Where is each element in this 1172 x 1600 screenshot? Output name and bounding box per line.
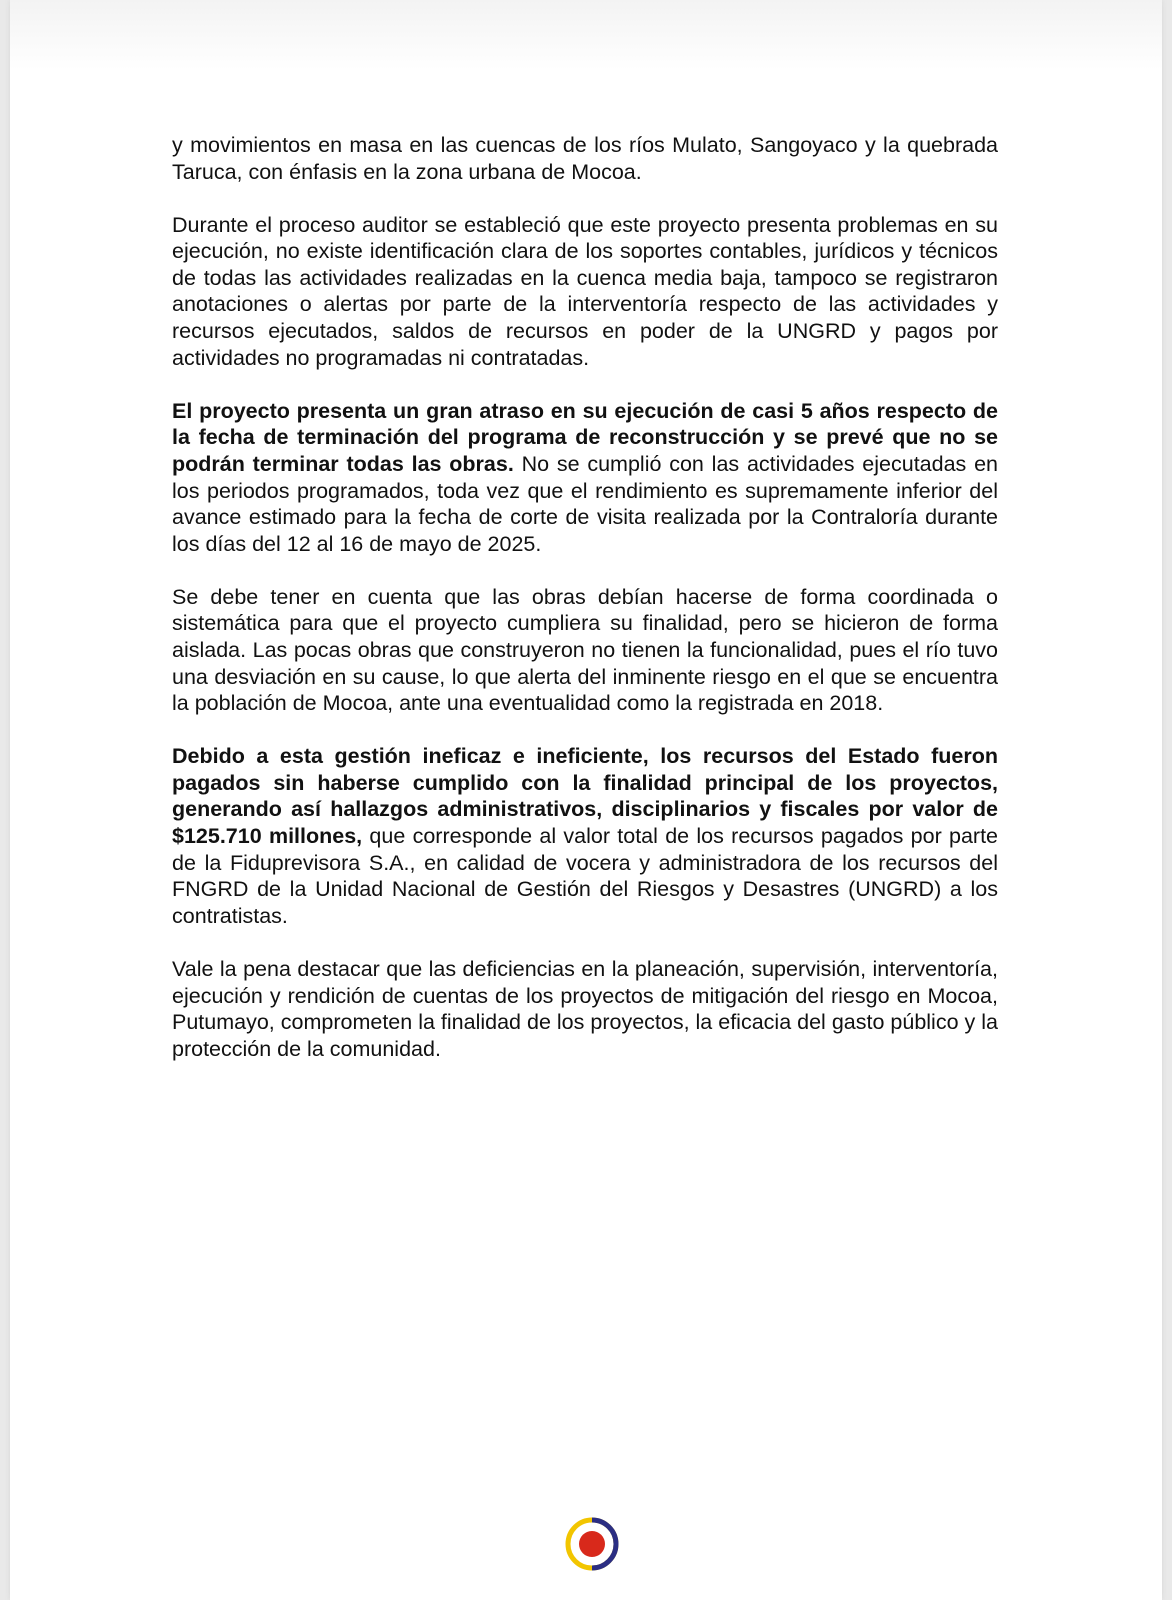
document-page: [10, 0, 1162, 1600]
paragraph-3: [172, 398, 998, 558]
paragraph-6-text: Vale la pena destacar que las deficiencias en la planeación, supervisión, interventoría, ejecución y rendición de cuentas de los proyectos de mitigación del riesgo en Mocoa, Putumayo, comprometen la finalidad de los proyectos, la eficacia del gasto público y la protección de la comunidad.: [172, 956, 998, 1061]
paragraph-5-text: que corresponde al valor total de los recursos pagados por parte de la Fiduprevisora S.A., en calidad de vocera y administradora de los recursos del FNGRD de la Unidad Nacional de Gestión del Riesgos y Desastres (UNGRD) a los contratistas.: [172, 824, 999, 928]
paragraph-2: [172, 212, 998, 372]
paragraph-1: [172, 132, 998, 185]
paragraph-2-text: Durante el proceso auditor se estableció que este proyecto presenta problemas en su ejecución, no existe identificación clara de los soportes contables, jurídicos y técnicos de todas las actividades realizadas en la cuenca media baja, tampoco se registraron anotaciones o alertas por parte de la interventoría respecto de las actividades y recursos ejecutados, saldos de recursos en poder de la UNGRD y pagos por actividades no programadas ni contratadas.: [172, 212, 998, 370]
paragraph-4: [172, 584, 998, 717]
paragraph-4-text: Se debe tener en cuenta que las obras debían hacerse de forma coordinada o sistemática para que el proyecto cumpliera su finalidad, pero se hicieron de forma aislada. Las pocas obras que construyeron no tienen la funcionalidad, pues el río tuvo una desviación en su cause, lo que alerta del inminente riesgo en el que se encuentra la población de Mocoa, ante una eventualidad como la registrada en 2018.: [172, 584, 998, 716]
paragraph-1-text: y movimientos en masa en las cuencas de los ríos Mulato, Sangoyaco y la quebrada Taruca, con énfasis en la zona urbana de Mocoa.: [172, 133, 998, 184]
page-top-shadow: [10, 0, 1162, 70]
paragraph-5-bold-text: Debido a esta gestión ineficaz e ineficiente, los recursos del Estado fueron pagados sin haberse cumplido con la finalidad principal de los proyectos, generando así hallazgos administrativos, disciplinarios y fiscales por valor de $125.710 millones,: [172, 744, 998, 849]
document-body: [172, 132, 998, 1089]
logo-red-dot: [579, 1531, 605, 1557]
paragraph-3-text: No se cumplió con las actividades ejecutadas en los periodos programados, toda vez que el rendimiento es supremamente inferior del avance estimado para la fecha de corte de visita realizada por la Contraloría durante los días del 12 al 16 de mayo de 2025.: [172, 451, 999, 556]
paragraph-5: [172, 743, 998, 929]
paragraph-3-bold-text: El proyecto presenta un gran atraso en su ejecución de casi 5 años respecto de la fecha de terminación del programa de reconstrucción y se prevé que no se podrán terminar todas las obras.: [172, 398, 998, 476]
contraloria-ring-logo-icon: [564, 1516, 620, 1572]
paragraph-6: [172, 956, 998, 1062]
